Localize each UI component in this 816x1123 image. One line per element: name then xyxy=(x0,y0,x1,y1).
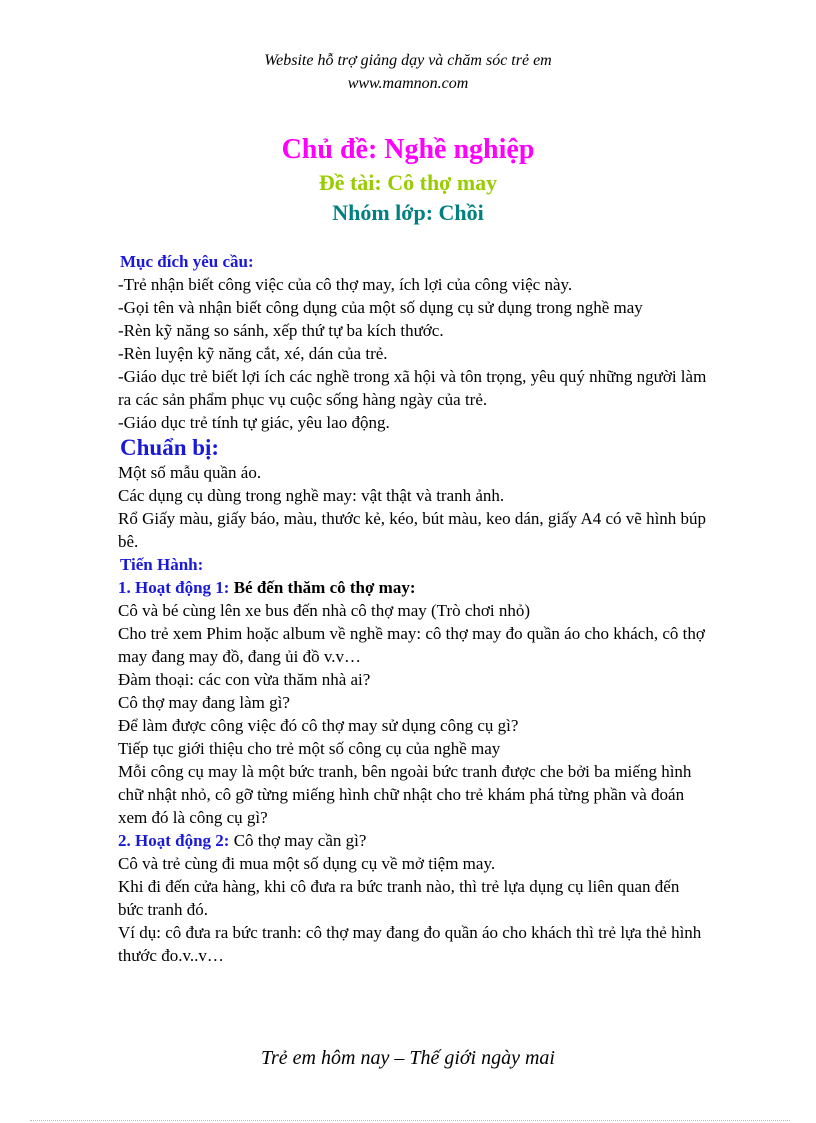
prepare-heading: Chuẩn bị: xyxy=(120,435,220,460)
activity1-item: Cho trẻ xem Phim hoặc album về nghề may: cô thợ may đo quần áo cho khách, cô thợ may đang may đồ, đang ủi đồ v.v… xyxy=(118,624,705,666)
header-website: Website hỗ trợ giảng dạy và chăm sóc trẻ em xyxy=(264,52,552,69)
prepare-item: Các dụng cụ dùng trong nghề may: vật thật và tranh ảnh. xyxy=(118,486,505,505)
subject-title: Đề tài: Cô thợ may xyxy=(318,170,498,195)
header-url: www.mamnon.com xyxy=(347,75,469,92)
purpose-item: -Giáo dục trẻ tính tự giác, yêu lao động. xyxy=(118,413,390,432)
activity1-label: 1. Hoạt động 1: xyxy=(118,578,230,597)
activity2-title: Cô thợ may cần gì? xyxy=(229,831,367,850)
purpose-heading: Mục đích yêu cầu: xyxy=(120,252,254,271)
lesson-body xyxy=(118,250,708,967)
activity1-heading xyxy=(118,576,708,599)
activity2-item: Ví dụ: cô đưa ra bức tranh: cô thợ may đang đo quần áo cho khách thì trẻ lựa thẻ hình thước đo.v..v… xyxy=(118,923,702,965)
activity1-title: Bé đến thăm cô thợ may: xyxy=(229,578,416,597)
activity1-item: Cô thợ may đang làm gì? xyxy=(118,693,290,712)
footer-slogan: Trẻ em hôm nay – Thế giới ngày mai xyxy=(261,1047,555,1069)
activity1-item: Để làm được công việc đó cô thợ may sử dụng công cụ gì? xyxy=(118,716,519,735)
activity2-item: Khi đi đến cửa hàng, khi cô đưa ra bức tranh nào, thì trẻ lựa dụng cụ liên quan đến bức tranh đó. xyxy=(118,877,680,919)
topic-title: Chủ đề: Nghề nghiệp xyxy=(281,134,535,165)
activity1-item: Tiếp tục giới thiệu cho trẻ một số công cụ của nghề may xyxy=(118,739,501,758)
process-heading: Tiến Hành: xyxy=(120,555,204,574)
purpose-item: -Rèn kỹ năng so sánh, xếp thứ tự ba kích thước. xyxy=(118,321,444,340)
activity1-item: Cô và bé cùng lên xe bus đến nhà cô thợ may (Trò chơi nhỏ) xyxy=(118,601,531,620)
purpose-item: -Trẻ nhận biết công việc của cô thợ may, ích lợi của công việc này. xyxy=(118,275,573,294)
purpose-item: -Rèn luyện kỹ năng cắt, xé, dán của trẻ. xyxy=(118,344,388,363)
prepare-item: Rổ Giấy màu, giấy báo, màu, thước kẻ, kéo, bút màu, keo dán, giấy A4 có vẽ hình búp bê. xyxy=(118,509,707,551)
activity2-heading xyxy=(118,829,708,852)
purpose-item: -Gọi tên và nhận biết công dụng của một số dụng cụ sử dụng trong nghề may xyxy=(118,298,643,317)
prepare-item: Một số mẫu quần áo. xyxy=(118,463,262,482)
activity2-label: 2. Hoạt động 2: xyxy=(118,831,230,850)
activity2-item: Cô và trẻ cùng đi mua một số dụng cụ về mở tiệm may. xyxy=(118,854,496,873)
group-title: Nhóm lớp: Chồi xyxy=(332,200,484,225)
page-bottom-divider xyxy=(30,1120,790,1121)
purpose-item: -Giáo dục trẻ biết lợi ích các nghề trong xã hội và tôn trọng, yêu quý những người làm ra các sản phẩm phục vụ cuộc sống hàng ngày của trẻ. xyxy=(118,367,707,409)
activity1-item: Mỗi công cụ may là một bức tranh, bên ngoài bức tranh được che bởi ba miếng hình chữ nhật nhỏ, cô gỡ từng miếng hình chữ nhật cho trẻ khám phá từng phần và đoán xem đó là công cụ gì? xyxy=(118,762,692,827)
activity1-item: Đàm thoại: các con vừa thăm nhà ai? xyxy=(118,670,371,689)
